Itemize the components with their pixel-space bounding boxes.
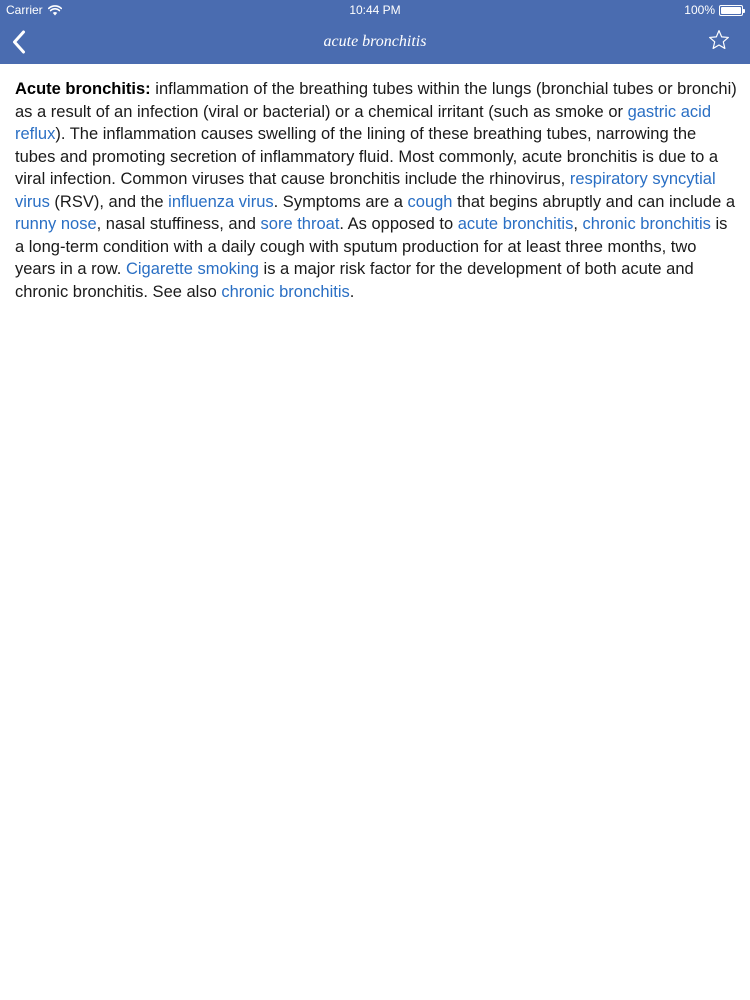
battery-percent: 100%: [684, 3, 715, 17]
article-text: . Symptoms are a: [273, 192, 408, 211]
back-button[interactable]: [8, 27, 30, 57]
app-header: [0, 0, 750, 64]
article-text: ,: [573, 215, 583, 233]
link-runny-nose[interactable]: runny nose: [15, 215, 97, 233]
status-time: 10:44 PM: [349, 3, 401, 17]
article-text: , nasal stuffiness, and: [96, 215, 261, 233]
link-cough[interactable]: cough: [407, 192, 453, 211]
article-text: inflammation of the breathing tubes within the lungs (bronchial tubes or bronchi) as a result of an infection (viral or bacterial) or a chemical irritant (such as smoke or: [15, 80, 737, 121]
article-text: ). The inflammation causes swelling of the lining of these breathing tubes, narrowing the tubes and promoting secretion of inflammatory fluid. Most commonly, acute bronchitis is due to a viral infection. Common viruses that cause bronchitis include the rhinovirus,: [15, 125, 719, 188]
battery-icon: [719, 5, 743, 16]
link-acute-bronchitis[interactable]: acute bronchitis: [457, 215, 574, 233]
navigation-bar: [0, 20, 750, 64]
link-see-also-chronic-bronchitis[interactable]: chronic bronchitis: [221, 282, 350, 301]
link-respiratory-syncytial-virus[interactable]: respiratory syncytial virus: [15, 170, 716, 211]
article-text: is a long-term condition with a daily cough with sputum production for at least three months, two years in a row.: [15, 215, 728, 278]
article-text: (RSV), and the: [49, 192, 169, 211]
chevron-left-icon: [12, 30, 26, 54]
article-body: [15, 78, 737, 303]
link-cigarette-smoking[interactable]: Cigarette smoking: [125, 260, 259, 278]
link-influenza-virus[interactable]: influenza virus: [168, 192, 274, 211]
article-term: Acute bronchitis:: [15, 80, 151, 98]
link-chronic-bronchitis[interactable]: chronic bronchitis: [582, 215, 711, 233]
article-text: is a major risk factor for the development of both acute and chronic bronchitis. See also: [15, 260, 694, 301]
status-right: [684, 0, 743, 20]
status-bar: [0, 0, 750, 20]
page-title: acute bronchitis: [323, 33, 427, 50]
link-gastric-acid-reflux[interactable]: gastric acid reflux: [15, 102, 712, 143]
star-outline-icon: [708, 29, 730, 51]
favorite-button[interactable]: [708, 29, 730, 51]
article-text: that begins abruptly and can include a: [452, 192, 736, 211]
link-sore-throat[interactable]: sore throat: [260, 215, 340, 233]
carrier-label: Carrier: [6, 3, 43, 17]
article-text: . As opposed to: [339, 215, 458, 233]
article-text: .: [349, 282, 355, 301]
